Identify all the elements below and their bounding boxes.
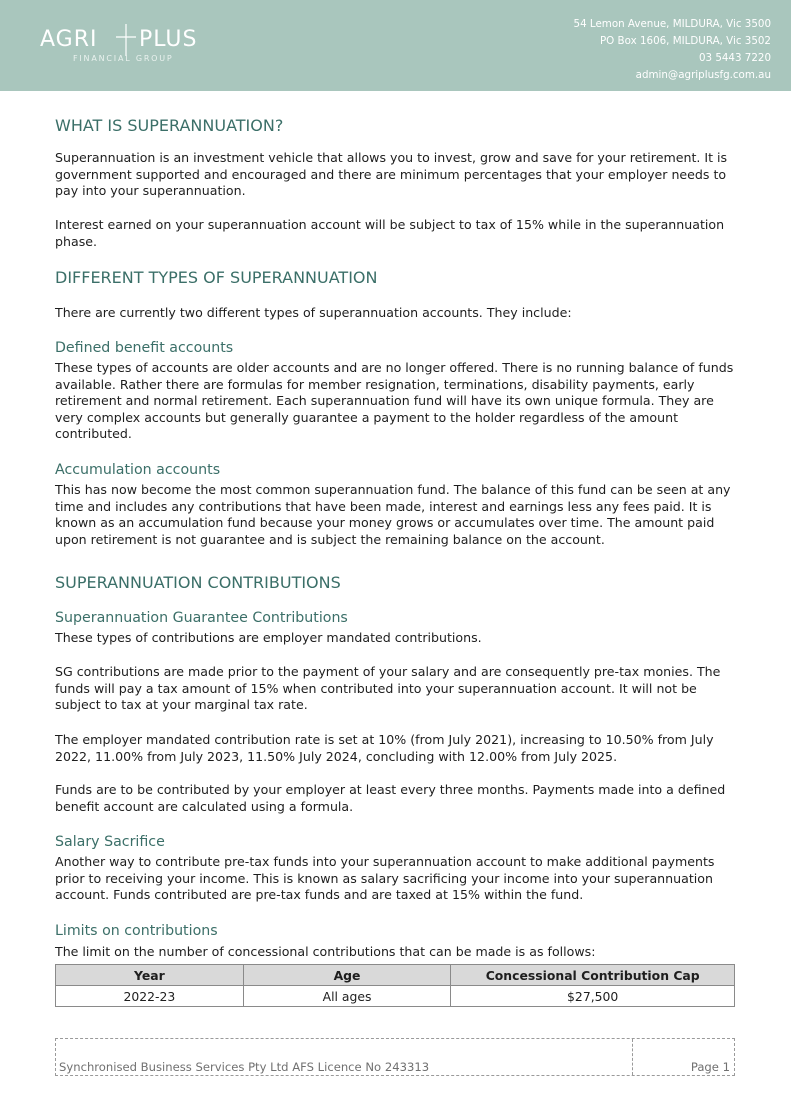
contact-po-box: PO Box 1606, MILDURA, Vic 3502 bbox=[599, 35, 771, 47]
paragraph-salary-sacrifice: Another way to contribute pre-tax funds into your superannuation account to make additional payments prior to receiving your income. This is known as salary sacrificing your income into your superannuation account. Funds contributed are pre-tax funds and are taxed at 15% within the fund. bbox=[55, 854, 715, 902]
paragraph-what-is-2: Interest earned on your superannuation account will be subject to tax of 15% while in the superannuation phase. bbox=[55, 217, 725, 249]
heading-sg-contributions: Superannuation Guarantee Contributions bbox=[55, 610, 348, 626]
footer-licence-text: Synchronised Business Services Pty Ltd AFS Licence No 243313 bbox=[59, 1060, 430, 1074]
page-footer bbox=[55, 1038, 735, 1076]
column-header-cap: Concessional Contribution Cap bbox=[451, 965, 735, 986]
footer-divider bbox=[632, 1039, 633, 1075]
contact-email[interactable]: admin@agriplusfg.com.au bbox=[635, 69, 771, 81]
logo-word-plus: PLUS bbox=[139, 27, 198, 52]
heading-limits: Limits on contributions bbox=[55, 923, 218, 939]
footer-page-number: Page 1 bbox=[690, 1060, 730, 1074]
heading-what-is-superannuation: WHAT IS SUPERANNUATION? bbox=[55, 116, 284, 135]
cell-age: All ages bbox=[243, 986, 451, 1007]
cell-cap: $27,500 bbox=[451, 986, 735, 1007]
logo-word-agri: AGRI bbox=[40, 27, 98, 52]
logo-subtitle: FINANCIAL GROUP bbox=[73, 54, 174, 63]
letterhead-band bbox=[0, 0, 791, 91]
concessional-cap-table bbox=[55, 964, 735, 1007]
company-logo bbox=[40, 27, 210, 67]
paragraph-sg-2: SG contributions are made prior to the payment of your salary and are consequently pre-tax monies. The funds will pay a tax amount of 15% when contributed into your superannuation account. It will not be subject to tax at your marginal tax rate. bbox=[55, 664, 721, 712]
contact-street-address: 54 Lemon Avenue, MILDURA, Vic 3500 bbox=[573, 18, 771, 30]
heading-salary-sacrifice: Salary Sacrifice bbox=[55, 834, 165, 850]
column-header-year: Year bbox=[56, 965, 244, 986]
paragraph-types-intro: There are currently two different types of superannuation accounts. They include: bbox=[55, 305, 572, 320]
paragraph-limits-intro: The limit on the number of concessional contributions that can be made is as follows: bbox=[55, 944, 596, 959]
heading-contributions: SUPERANNUATION CONTRIBUTIONS bbox=[55, 573, 341, 592]
contact-phone: 03 5443 7220 bbox=[698, 52, 771, 64]
table-header-row bbox=[56, 965, 735, 986]
table-row bbox=[56, 986, 735, 1007]
heading-defined-benefit: Defined benefit accounts bbox=[55, 340, 234, 356]
cell-year: 2022-23 bbox=[56, 986, 244, 1007]
paragraph-sg-4: Funds are to be contributed by your employer at least every three months. Payments made into a defined benefit account are calculated using a formula. bbox=[55, 782, 726, 814]
heading-accumulation: Accumulation accounts bbox=[55, 462, 221, 478]
contact-block bbox=[574, 16, 771, 84]
heading-types-of-superannuation: DIFFERENT TYPES OF SUPERANNUATION bbox=[55, 268, 378, 287]
paragraph-what-is-1: Superannuation is an investment vehicle that allows you to invest, grow and save for your retirement. It is government supported and encouraged and there are minimum percentages that your employer needs to pay into your superannuation. bbox=[55, 150, 728, 198]
paragraph-defined-benefit: These types of accounts are older accounts and are no longer offered. There is no running balance of funds available. Rather there are formulas for member resignation, terminations, disability payments, early retirement and normal retirement. Each superannuation fund will have its own unique formula. They are very complex accounts but generally guarantee a payment to the holder regardless of the amount contributed. bbox=[55, 360, 734, 441]
column-header-age: Age bbox=[243, 965, 451, 986]
paragraph-accumulation: This has now become the most common superannuation fund. The balance of this fund can be seen at any time and includes any contributions that have been made, interest and earnings less any fees paid. It is known as an accumulation fund because your money grows or accumulates over time. The amount paid upon retirement is not guarantee and is subject the remaining balance on the account. bbox=[55, 482, 731, 547]
paragraph-sg-3: The employer mandated contribution rate is set at 10% (from July 2021), increasing to 10.50% from July 2022, 11.00% from July 2023, 11.50% July 2024, concluding with 12.00% from July 2025. bbox=[55, 732, 714, 764]
logo-cross-icon bbox=[116, 24, 136, 56]
paragraph-sg-1: These types of contributions are employer mandated contributions. bbox=[55, 630, 482, 645]
